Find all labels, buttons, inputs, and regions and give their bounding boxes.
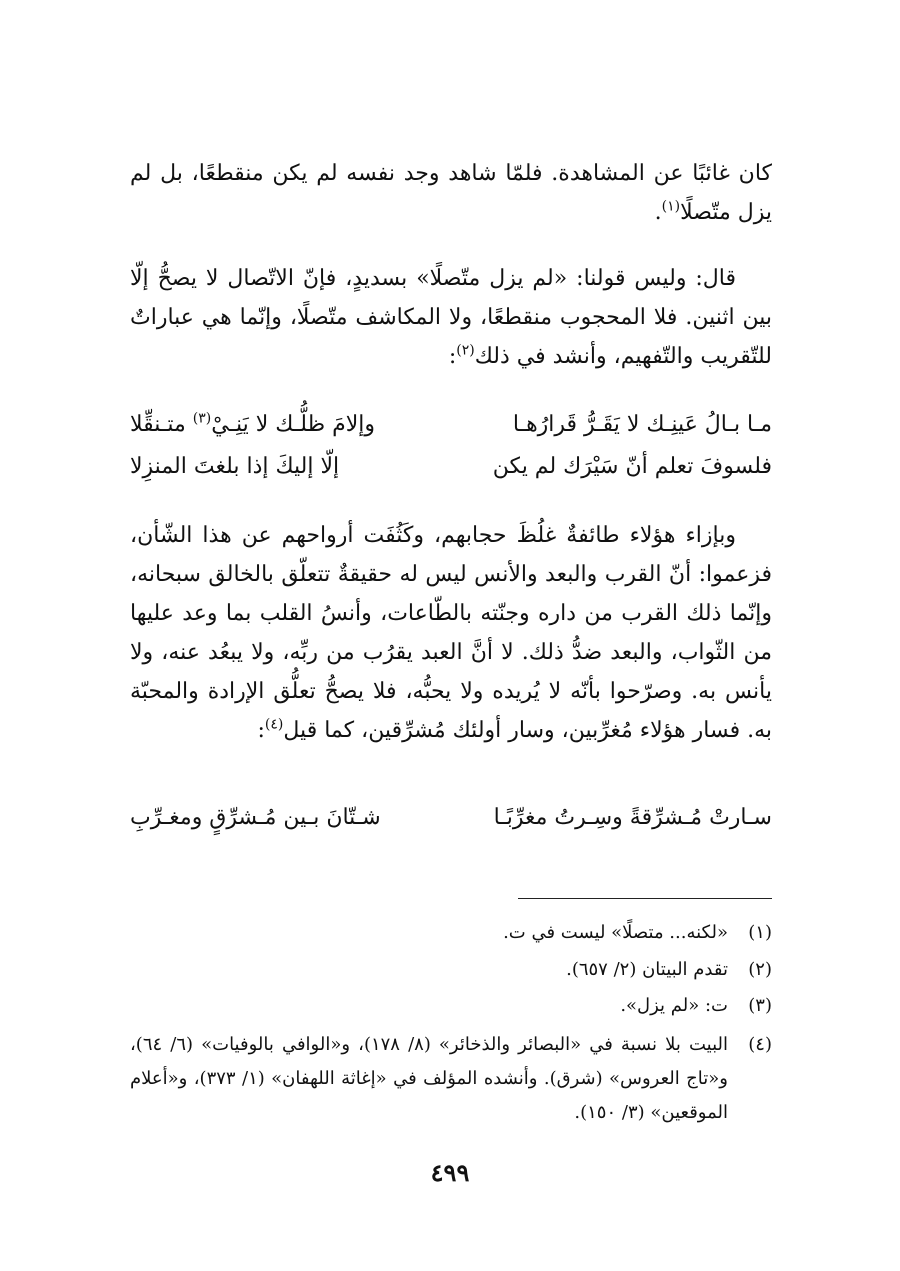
paragraph-3-end: :: [257, 718, 265, 743]
verse-1-second-hemistich: [130, 405, 375, 445]
page-number: ٤٩٩: [430, 1158, 470, 1187]
verse-3-first-hemistich: سـارتْ مُـشرِّقةً وسِـرتُ مغرِّبًـا: [493, 805, 772, 830]
paragraph-2-text: قال: وليس قولنا: «لم يزل متّصلًا» بسديدٍ، فإنّ الاتّصال لا يصحُّ إلّا بين اثنين. فلا المحجوب منقطعًا، ولا المكاشف متّصلًا، وإنّما هي عباراتٌ للتّقريب والتّفهيم، وأنشد في ذلك: [130, 266, 772, 369]
footnote-4: [130, 1028, 772, 1130]
paragraph-3-text: وبإزاء هؤلاء طائفةٌ غلُظَ حجابهم، وكَثُفَت أرواحهم عن هذا الشّأن، فزعموا: أنّ القرب والبعد والأنس ليس له حقيقةٌ تتعلّق بالخالق سبحانه، وإنّما ذلك القرب من داره وجنّته بالطّاعات، وأنسُ القلب بما وعد عليها من الثّواب، والبعد ضدُّ ذلك. لا أنَّ العبد يقرُب من ربِّه، ولا يبعُد عنه، ولا يأنس به. وصرّحوا بأنّه لا يُريده ولا يحبُّه، فلا يصحُّ تعلُّق الإرادة والمحبّة به. فسار هؤلاء مُغرِّبين، وسار أولئك مُشرِّقين، كما قيل: [130, 523, 773, 743]
verse-line-2: [130, 447, 772, 487]
footnote-1-number: (١): [748, 922, 772, 943]
footnote-3: [130, 989, 772, 1023]
paragraph-2-end: :: [448, 344, 457, 369]
verse-3-second-hemistich: شـتّانَ بـين مُـشرِّقٍ ومغـرِّبِ: [130, 805, 381, 830]
paragraph-3: [130, 516, 772, 750]
verse-line-1: [130, 405, 772, 445]
paragraph-1-end: .: [654, 200, 662, 225]
paragraph-1-text: كان غائبًا عن المشاهدة. فلمّا شاهد وجد نفسه لم يكن منقطعًا، بل لم يزل متّصلًا: [130, 161, 772, 225]
footnote-2-number: (٢): [748, 959, 772, 980]
footnote-1: [130, 916, 772, 950]
footnote-divider: [518, 898, 772, 899]
footnote-4-text: البيت بلا نسبة في «البصائر والذخائر» (٨/ ١٧٨)، و«الوافي بالوفيات» (٦/ ٦٤)، و«تاج العروس» (شرق). وأنشده المؤلف في «إغاثة اللهفان» (١/ ٣٧٣)، و«أعلام الموقعين» (٣/ ١٥٠).: [130, 1034, 728, 1123]
footnote-ref-2: (٢): [456, 342, 475, 359]
verse-line-3: [130, 798, 772, 838]
paragraph-1: [130, 154, 772, 232]
paragraph-2: [130, 259, 772, 376]
footnote-ref-4: (٤): [264, 716, 284, 733]
footnote-3-number: (٣): [748, 995, 772, 1016]
footnote-3-text: ت: «لم يزل».: [620, 995, 728, 1016]
verse-1-first-hemistich: مـا بـالُ عَينِـك لا يَقَـرُّ قَرارُهـا: [512, 412, 772, 437]
verse-2-first-hemistich: فلسوفَ تعلم أنّ سَيْرَك لم يكن: [492, 454, 772, 479]
footnote-4-number: (٤): [748, 1034, 772, 1055]
footnote-2-text: تقدم البيتان (٢/ ٦٥٧).: [566, 959, 728, 980]
verse-2-second-hemistich: إلّا إليكَ إذا بلغتَ المنزِلا: [130, 454, 340, 479]
footnote-1-text: «لكنه... متصلًا» ليست في ت.: [503, 922, 728, 943]
verse-1-second-b: متـنقِّلا: [130, 412, 193, 437]
footnote-ref-3: (٣): [192, 410, 212, 427]
footnote-2: [130, 953, 772, 987]
footnote-ref-1: (١): [661, 198, 681, 215]
verse-1-second-a: وإلامَ ظلُّـك لا يَنِـيْ: [211, 412, 375, 437]
